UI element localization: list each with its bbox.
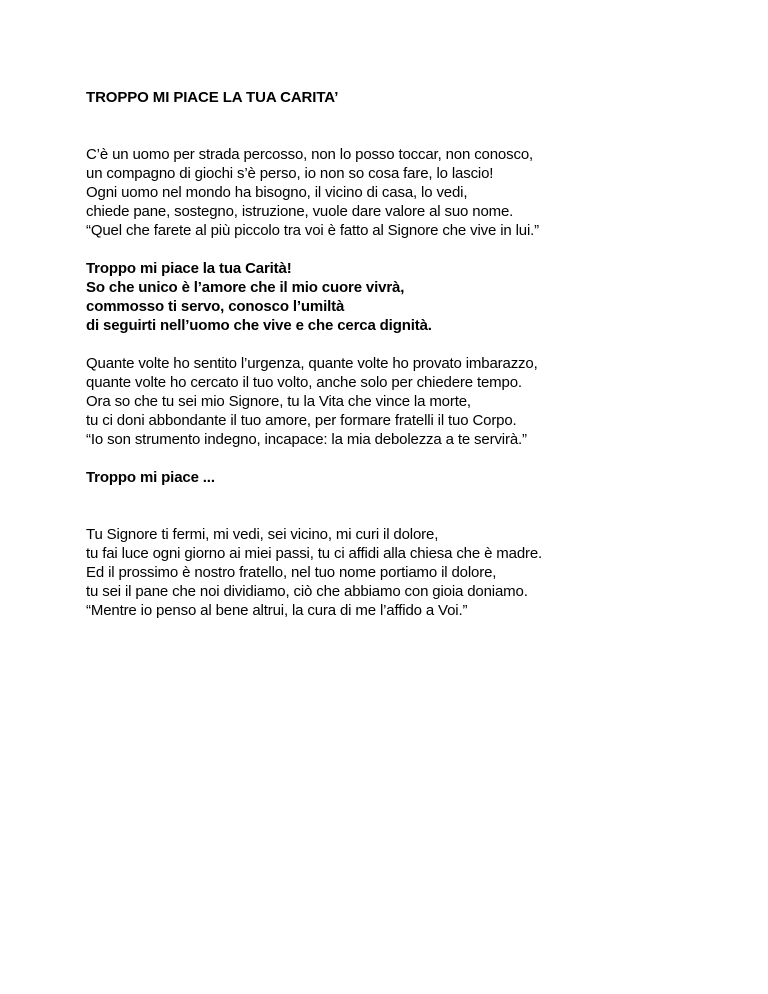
- verse-3: [86, 525, 746, 620]
- verse-line: Ogni uomo nel mondo ha bisogno, il vicino di casa, lo vedi,: [86, 184, 468, 201]
- verse-line: Ed il prossimo è nostro fratello, nel tuo nome portiamo il dolore,: [86, 564, 497, 581]
- verse-line: “Quel che farete al più piccolo tra voi è fatto al Signore che vive in lui.”: [86, 222, 540, 239]
- verse-line: tu sei il pane che noi dividiamo, ciò che abbiamo con gioia doniamo.: [86, 583, 528, 600]
- chorus-reference: [86, 468, 746, 487]
- chorus-line: commosso ti servo, conosco l’umiltà: [86, 298, 345, 315]
- verse-line: “Mentre io penso al bene altrui, la cura di me l’affido a Voi.”: [86, 602, 468, 619]
- verse-line: “Io son strumento indegno, incapace: la mia debolezza a te servirà.”: [86, 431, 527, 448]
- verse-line: Tu Signore ti fermi, mi vedi, sei vicino, mi curi il dolore,: [86, 526, 439, 543]
- verse-line: Ora so che tu sei mio Signore, tu la Vita che vince la morte,: [86, 393, 471, 410]
- verse-line: chiede pane, sostegno, istruzione, vuole dare valore al suo nome.: [86, 203, 514, 220]
- song-title: TROPPO MI PIACE LA TUA CARITA’: [86, 89, 339, 106]
- chorus: [86, 259, 746, 335]
- verse-line: C’è un uomo per strada percosso, non lo posso toccar, non conosco,: [86, 146, 534, 163]
- verse-line: tu ci doni abbondante il tuo amore, per formare fratelli il tuo Corpo.: [86, 412, 517, 429]
- chorus-ref-line: Troppo mi piace ...: [86, 469, 215, 486]
- verse-line: quante volte ho cercato il tuo volto, anche solo per chiedere tempo.: [86, 374, 522, 391]
- chorus-line: So che unico è l’amore che il mio cuore vivrà,: [86, 279, 405, 296]
- verse-line: un compagno di giochi s’è perso, io non so cosa fare, lo lascio!: [86, 165, 494, 182]
- document-page: [86, 88, 746, 620]
- verse-2: [86, 354, 746, 449]
- verse-line: Quante volte ho sentito l’urgenza, quante volte ho provato imbarazzo,: [86, 355, 538, 372]
- chorus-line: di seguirti nell’uomo che vive e che cerca dignità.: [86, 317, 432, 334]
- verse-line: tu fai luce ogni giorno ai miei passi, tu ci affidi alla chiesa che è madre.: [86, 545, 543, 562]
- chorus-line: Troppo mi piace la tua Carità!: [86, 260, 292, 277]
- verse-1: [86, 145, 746, 240]
